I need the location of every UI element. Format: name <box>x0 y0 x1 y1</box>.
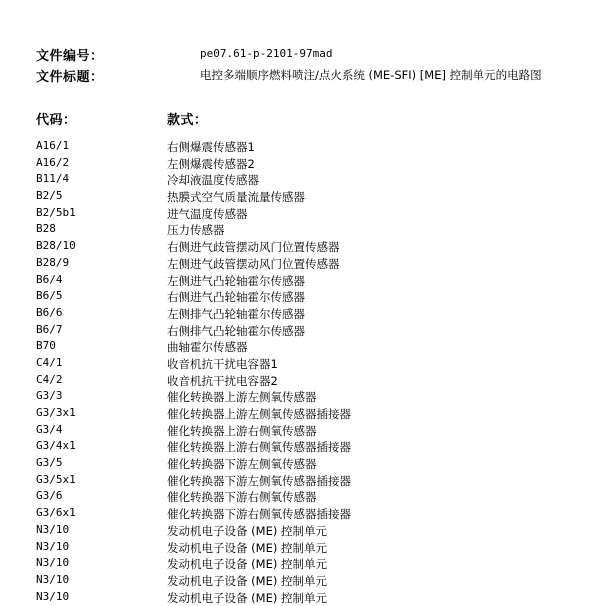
component-description: 右侧爆震传感器1 <box>167 140 255 154</box>
component-description: 右侧进气凸轮轴霍尔传感器 <box>167 290 305 305</box>
list-item <box>0 239 598 256</box>
component-code: G3/4 <box>36 422 63 436</box>
file-title-value: 电控多端顺序燃料喷注/点火系统 (ME-SFI) [ME] 控制单元的电路图 <box>200 68 542 82</box>
component-code: B2/5b1 <box>36 205 76 219</box>
component-code: N3/10 <box>36 556 70 570</box>
list-item <box>0 306 598 323</box>
list-item <box>0 473 598 490</box>
list-item <box>0 222 598 239</box>
component-code: G3/4x1 <box>36 439 76 453</box>
component-code: G3/6 <box>36 489 63 503</box>
component-description: 收音机抗干扰电容器2 <box>167 373 278 388</box>
list-item <box>0 456 598 473</box>
component-description: 发动机电子设备 (ME) 控制单元 <box>167 590 327 605</box>
list-item <box>0 590 598 606</box>
list-item <box>0 356 598 373</box>
list-item <box>0 389 598 406</box>
component-code: C4/1 <box>36 355 63 369</box>
component-code: N3/10 <box>36 539 70 553</box>
component-code: C4/2 <box>36 372 63 386</box>
component-list <box>0 139 598 606</box>
list-item <box>0 273 598 290</box>
component-code: N3/10 <box>36 572 70 586</box>
component-description: 左侧爆震传感器2 <box>167 156 255 171</box>
list-item <box>0 189 598 206</box>
list-item <box>0 339 598 356</box>
list-item <box>0 523 598 540</box>
component-description: 催化转换器下游左侧氧传感器 <box>167 457 317 472</box>
component-description: 催化转换器下游左侧氧传感器插接器 <box>167 473 351 488</box>
file-number-value: pe07.61-p-2101-97mad <box>200 47 333 60</box>
component-code: G3/6x1 <box>36 506 76 520</box>
component-code: A16/2 <box>36 155 70 169</box>
component-code: N3/10 <box>36 522 70 536</box>
list-item <box>0 439 598 456</box>
list-item <box>0 323 598 340</box>
list-item <box>0 423 598 440</box>
component-description: 发动机电子设备 (ME) 控制单元 <box>167 523 327 538</box>
component-description: 催化转换器上游左侧氧传感器 <box>167 390 317 405</box>
list-item <box>0 172 598 189</box>
component-description: 发动机电子设备 (ME) 控制单元 <box>167 557 327 572</box>
component-description: 发动机电子设备 (ME) 控制单元 <box>167 540 327 555</box>
component-code: B2/5 <box>36 189 63 203</box>
component-description: 收音机抗干扰电容器1 <box>167 356 278 371</box>
component-code: B6/5 <box>36 289 63 303</box>
list-item <box>0 489 598 506</box>
component-description: 发动机电子设备 (ME) 控制单元 <box>167 573 327 588</box>
list-item <box>0 156 598 173</box>
list-item <box>0 206 598 223</box>
component-description: 右侧排气凸轮轴霍尔传感器 <box>167 323 305 338</box>
component-code: B28 <box>36 222 56 236</box>
file-title-label: 文件标题： <box>36 70 104 85</box>
component-code: N3/10 <box>36 589 70 603</box>
component-description: 曲轴霍尔传感器 <box>167 340 248 355</box>
component-code: G3/3x1 <box>36 406 76 419</box>
component-description: 热膜式空气质量流量传感器 <box>167 190 305 205</box>
component-description: 右侧进气歧管摆动风门位置传感器 <box>167 240 340 255</box>
list-item <box>0 373 598 390</box>
component-code: G3/3 <box>36 389 63 403</box>
component-code: B28/10 <box>36 239 76 253</box>
list-item <box>0 139 598 156</box>
list-item <box>0 506 598 523</box>
component-code: G3/5 <box>36 456 63 470</box>
component-description: 催化转换器下游右侧氧传感器 <box>167 490 317 505</box>
component-code: B6/4 <box>36 272 63 286</box>
component-description: 催化转换器上游右侧氧传感器插接器 <box>167 440 351 455</box>
list-item <box>0 256 598 273</box>
component-code: B6/7 <box>36 322 63 336</box>
component-code: B28/9 <box>36 255 70 269</box>
file-number-label: 文件编号： <box>36 49 104 64</box>
component-description: 左侧进气凸轮轴霍尔传感器 <box>167 273 305 288</box>
component-description: 进气温度传感器 <box>167 206 248 221</box>
list-item <box>0 406 598 423</box>
component-description: 催化转换器上游右侧氧传感器 <box>167 423 317 438</box>
list-item <box>0 556 598 573</box>
component-description: 冷却液温度传感器 <box>167 173 259 188</box>
component-code: G3/5x1 <box>36 472 76 486</box>
list-item <box>0 573 598 590</box>
component-code: B6/6 <box>36 305 63 319</box>
description-column-header: 款式： <box>167 113 208 128</box>
component-description: 左侧进气歧管摆动风门位置传感器 <box>167 256 340 271</box>
list-item <box>0 540 598 557</box>
component-description: 压力传感器 <box>167 223 225 238</box>
component-code: A16/1 <box>36 139 70 152</box>
component-description: 催化转换器上游左侧氧传感器插接器 <box>167 407 351 421</box>
component-description: 左侧排气凸轮轴霍尔传感器 <box>167 306 305 321</box>
component-code: B11/4 <box>36 172 70 186</box>
list-item <box>0 289 598 306</box>
code-column-header: 代码： <box>36 113 77 128</box>
component-code: B70 <box>36 339 56 353</box>
component-description: 催化转换器下游右侧氧传感器插接器 <box>167 507 351 522</box>
